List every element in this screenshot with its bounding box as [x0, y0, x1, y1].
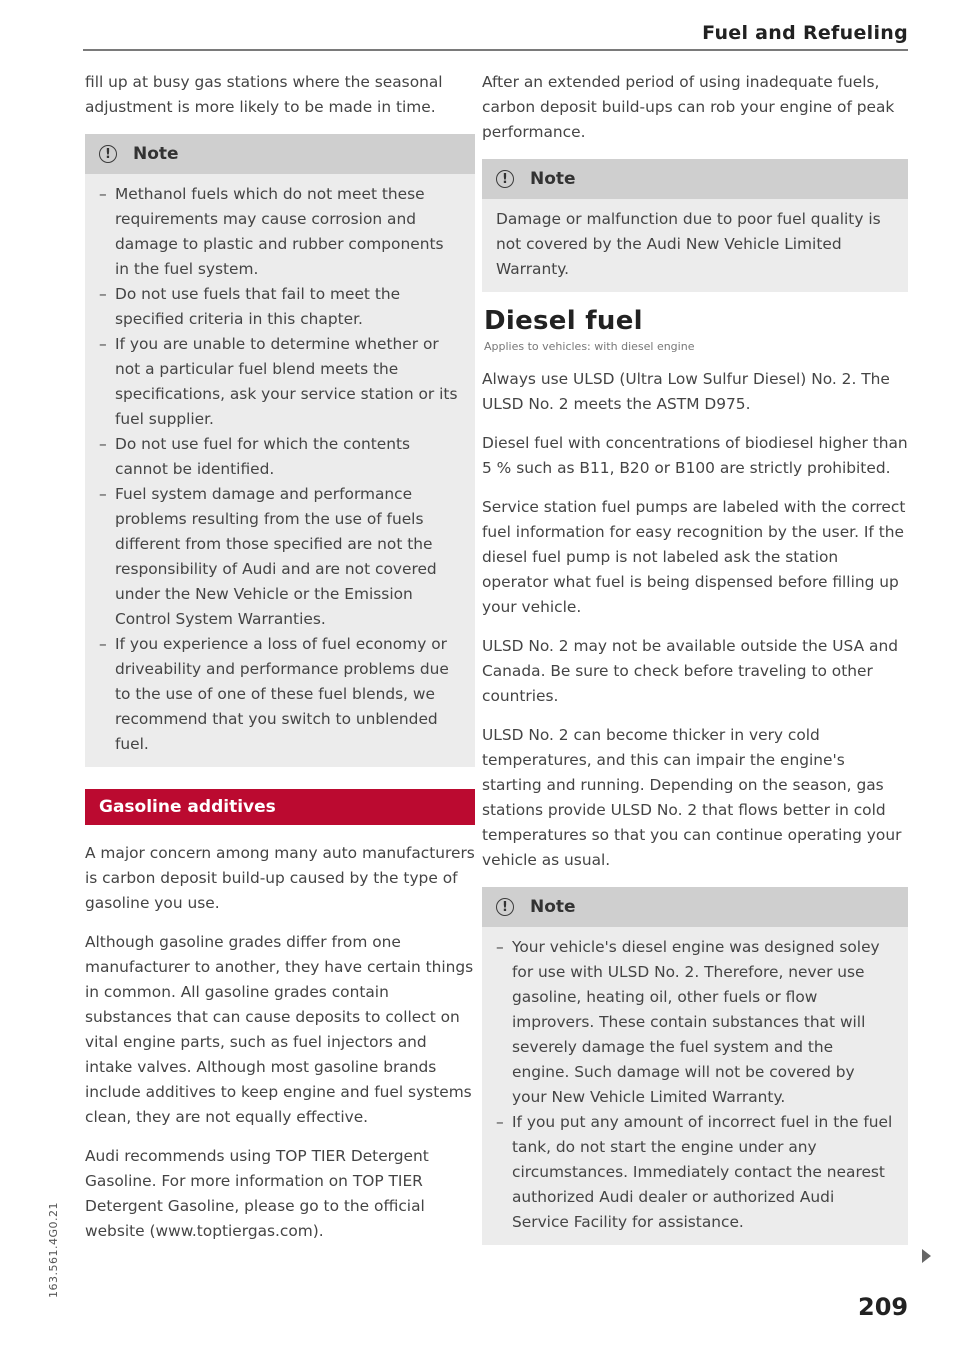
note-body: [482, 199, 908, 292]
header-rule: [83, 49, 908, 51]
note-body: [85, 174, 475, 767]
paragraph: ULSD No. 2 can become thicker in very cold temperatures, and this can impair the engine's starting and running. Depending on the season, gas stations provide ULSD No. 2 that flows better in cold temperatures so that you can continue operating your vehicle as usual.: [482, 726, 902, 869]
section-heading-gasoline-additives: Gasoline additives: [85, 789, 475, 825]
continue-arrow-icon: [922, 1249, 931, 1263]
note-header: [482, 159, 908, 199]
note-text: Damage or malfunction due to poor fuel quality is not covered by the Audi New Vehicle Limited Warranty.: [496, 210, 881, 278]
paragraph: Diesel fuel with concentrations of biodiesel higher than 5 % such as B11, B20 or B100 are strictly prohibited.: [482, 434, 908, 477]
note-box: [85, 134, 475, 767]
left-intro-text: fill up at busy gas stations where the seasonal adjustment is more likely to be made in time.: [85, 73, 443, 116]
list-item: – Do not use fuels that fail to meet the specified criteria in this chapter.: [99, 282, 461, 332]
note-body: [482, 927, 908, 1245]
note-list: [496, 935, 894, 1235]
list-item: – Methanol fuels which do not meet these requirements may cause corrosion and damage to plastic and rubber components in the fuel system.: [99, 182, 461, 282]
info-circle-icon: !: [496, 170, 514, 188]
paragraph: Audi recommends using TOP TIER Detergent Gasoline. For more information on TOP TIER Detergent Gasoline, please go to the official website (www.toptiergas.com).: [85, 1147, 429, 1240]
list-item: – If you put any amount of incorrect fuel in the fuel tank, do not start the engine under any circumstances. Immediately contact the nearest authorized Audi dealer or authorized Audi Service Facility for assistance.: [496, 1110, 894, 1235]
list-item: – If you are unable to determine whether or not a particular fuel blend meets the specifications, ask your service station or its fuel supplier.: [99, 332, 461, 432]
heading-diesel-fuel: Diesel fuel: [484, 306, 643, 336]
paragraph: Service station fuel pumps are labeled with the correct fuel information for easy recognition by the user. If the diesel fuel pump is not labeled ask the station operator what fuel is being dispensed before filling up your vehicle.: [482, 498, 906, 616]
paragraph: Although gasoline grades differ from one manufacturer to another, they have certain things in common. All gasoline grades contain substances that can cause deposits to collect on vital engine parts, such as fuel injectors and intake valves. Although most gasoline brands include additives to keep engine and fuel systems clean, they are not equally effective.: [85, 933, 474, 1126]
note-box: [482, 159, 908, 292]
info-circle-icon: !: [496, 898, 514, 916]
info-circle-icon: !: [99, 145, 117, 163]
note-box: [482, 887, 908, 1245]
document-code: 163.561.4G0.21: [47, 1202, 60, 1298]
page-number: 209: [858, 1293, 909, 1321]
note-label: Note: [133, 144, 179, 164]
list-item: – Fuel system damage and performance problems resulting from the use of fuels different from those specified are not the responsibility of Audi and are not covered under the New Vehicle or the Emission Control System Warranties.: [99, 482, 461, 632]
note-list: [99, 182, 461, 757]
paragraph: ULSD No. 2 may not be available outside the USA and Canada. Be sure to check before traveling to other countries.: [482, 637, 898, 705]
list-item: – If you experience a loss of fuel economy or driveability and performance problems due to the use of one of these fuel blends, we recommend that you switch to unblended fuel.: [99, 632, 461, 757]
right-intro-text: After an extended period of using inadequate fuels, carbon deposit build-ups can rob your engine of peak performance.: [482, 73, 895, 141]
section-title: Fuel and Refueling: [702, 22, 908, 44]
list-item: – Your vehicle's diesel engine was designed soley for use with ULSD No. 2. Therefore, never use gasoline, heating oil, other fuels or flow improvers. These contain substances that will severely damage the fuel system and the engine. Such damage will not be covered by your New Vehicle Limited Warranty.: [496, 935, 894, 1110]
note-label: Note: [530, 897, 576, 917]
note-header: [482, 887, 908, 927]
left-column: [85, 70, 475, 1258]
list-item: – Do not use fuel for which the contents cannot be identified.: [99, 432, 461, 482]
note-header: [85, 134, 475, 174]
paragraph: Always use ULSD (Ultra Low Sulfur Diesel) No. 2. The ULSD No. 2 meets the ASTM D975.: [482, 370, 890, 413]
paragraph: A major concern among many auto manufacturers is carbon deposit build-up caused by the type of gasoline you use.: [85, 844, 475, 912]
applies-to-text: Applies to vehicles: with diesel engine: [484, 340, 695, 353]
note-label: Note: [530, 169, 576, 189]
right-column: [482, 70, 908, 1259]
